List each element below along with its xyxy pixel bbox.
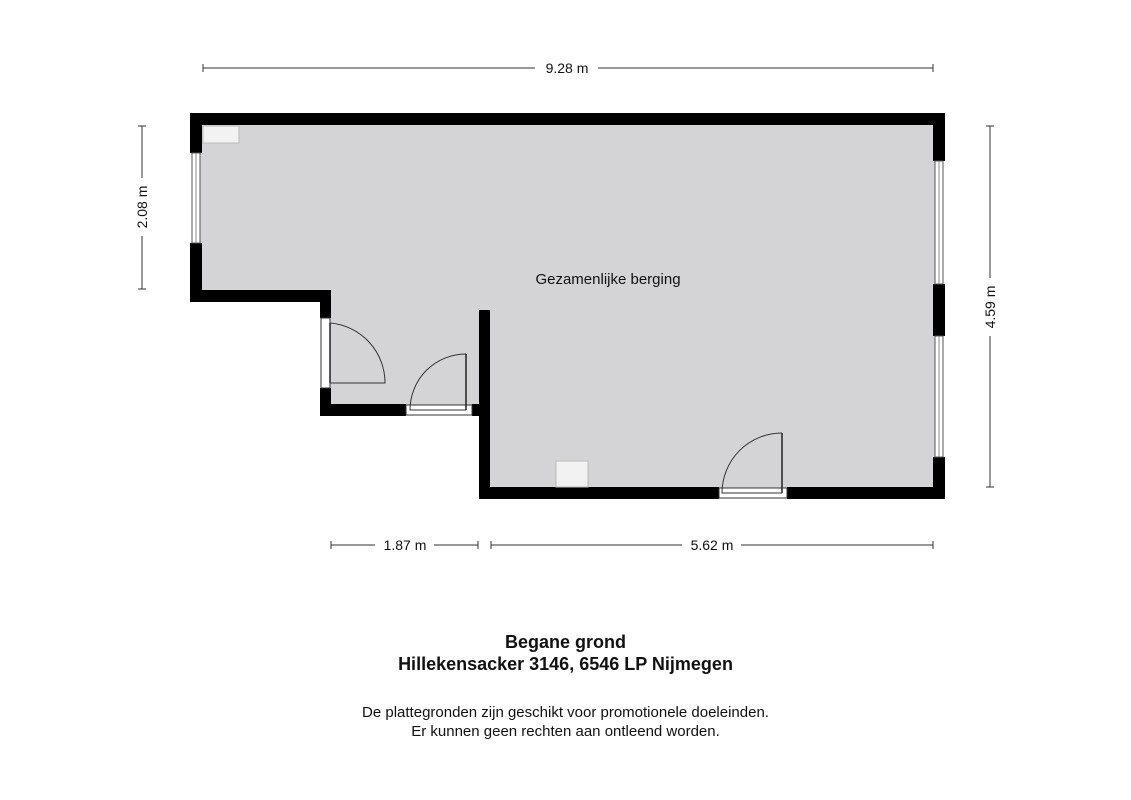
door-frame-1 (321, 318, 330, 388)
floor-area (196, 120, 940, 492)
room-label: Gezamenlijke berging (535, 271, 681, 288)
dimension-bottom-left-width: 1.87 m (383, 537, 427, 553)
plan-title-block (0, 631, 1131, 675)
disclaimer-line-2: Er kunnen geen rechten aan ontleend worden. (411, 723, 720, 740)
address: Hillekensacker 3146, 6546 LP Nijmegen (398, 654, 733, 674)
disclaimer-line-1: De plattegronden zijn geschikt voor promotionele doeleinden. (362, 704, 769, 721)
fixture-bottom (556, 461, 588, 487)
floor-name: Begane grond (504, 632, 626, 652)
dimension-left-height: 2.08 m (134, 185, 150, 229)
disclaimer (0, 703, 1131, 741)
dimension-bottom-right-width: 5.62 m (690, 537, 734, 553)
dimension-top-width: 9.28 m (545, 60, 589, 76)
dimension-right-height: 4.59 m (982, 285, 998, 329)
fixture-top-left (203, 126, 239, 143)
